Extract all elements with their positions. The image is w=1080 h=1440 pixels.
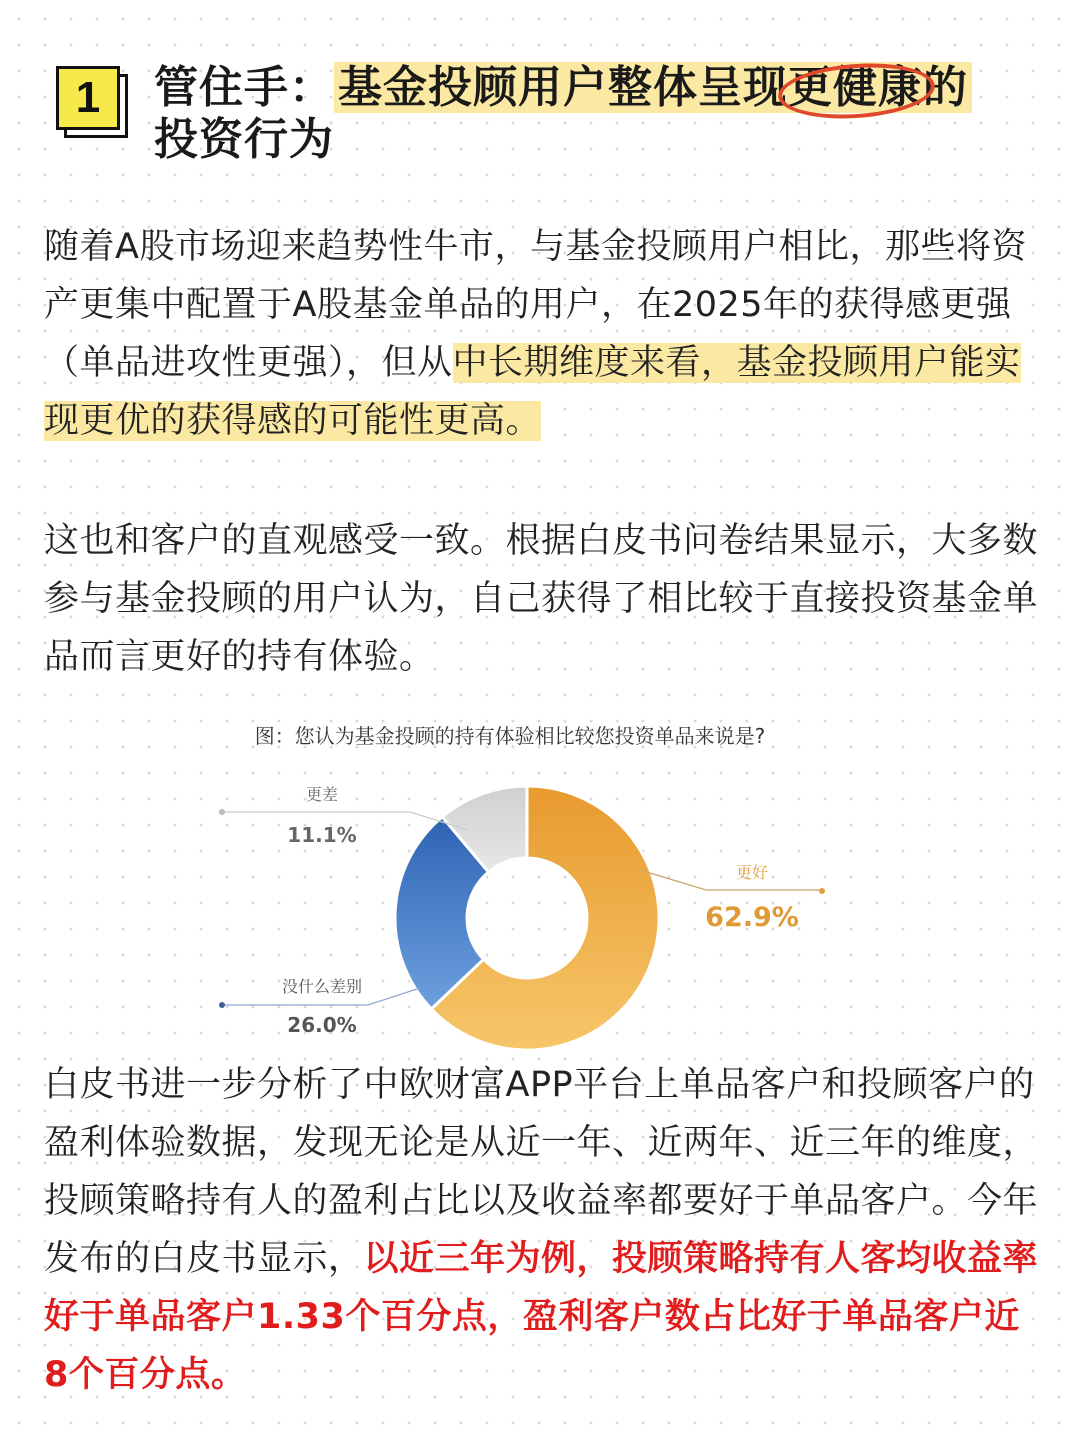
- leader-line-better: [640, 870, 822, 890]
- leader-dot-better: [819, 888, 825, 894]
- leader-dot-worse: [219, 809, 225, 815]
- label-worse-value: 11.1%: [287, 823, 357, 847]
- section-title: [154, 62, 1034, 166]
- label-same-value: 26.0%: [287, 1013, 357, 1037]
- label-better-name: 更好: [735, 863, 769, 882]
- title-line-2: 投资行为: [154, 114, 334, 165]
- title-prefix: 管住手：: [154, 62, 334, 113]
- paragraph-3-text: 白皮书进一步分析了中欧财富APP平台上单品客户和投顾客户的盈利体验数据，发现无论是从近一年、近两年、近三年的维度，投顾策略持有人的盈利占比以及收益率都要好于单品客户。今年发布的白皮书显示，: [44, 1065, 1039, 1279]
- label-same-name: 没什么差别: [281, 977, 363, 996]
- donut-chart: [0, 760, 1080, 1060]
- number-badge: 1: [56, 66, 120, 130]
- label-better-value: 62.9%: [705, 902, 799, 933]
- paragraph-1-text: 随着A股市场迎来趋势性牛市，与基金投顾用户相比，那些将资产更集中配置于A股基金单品的用户，在2025年的获得感更强（单品进攻性更强），但从: [44, 227, 1027, 383]
- paragraph-2-text: 这也和客户的直观感受一致。根据白皮书问卷结果显示，大多数参与基金投顾的用户认为，自己获得了相比较于直接投资基金单品而言更好的持有体验。: [44, 521, 1039, 677]
- chart-title: 图：您认为基金投顾的持有体验相比较您投资单品来说是?: [254, 724, 766, 748]
- label-worse-name: 更差: [305, 785, 339, 804]
- paragraph-3-red-text: 以近三年为例，投顾策略持有人客均收益率好于单品客户1.33个百分点，盈利客户数占比好于单品客户近8个百分点。: [44, 1239, 1039, 1395]
- paragraph-2: [44, 512, 1040, 686]
- paragraph-1-highlight: 中长期维度来看，基金投顾用户能实现更优的获得感的可能性更高。: [44, 343, 1021, 441]
- title-highlight-end: 的: [923, 62, 968, 113]
- paragraph-3: [44, 1056, 1040, 1404]
- title-highlight-text: 基金投顾用户整体呈现: [338, 62, 788, 113]
- title-highlight: [334, 62, 972, 113]
- section-header: [56, 48, 1036, 173]
- leader-dot-same: [219, 1002, 225, 1008]
- title-circled-text: 更健康: [788, 62, 923, 113]
- paragraph-1: [44, 218, 1040, 450]
